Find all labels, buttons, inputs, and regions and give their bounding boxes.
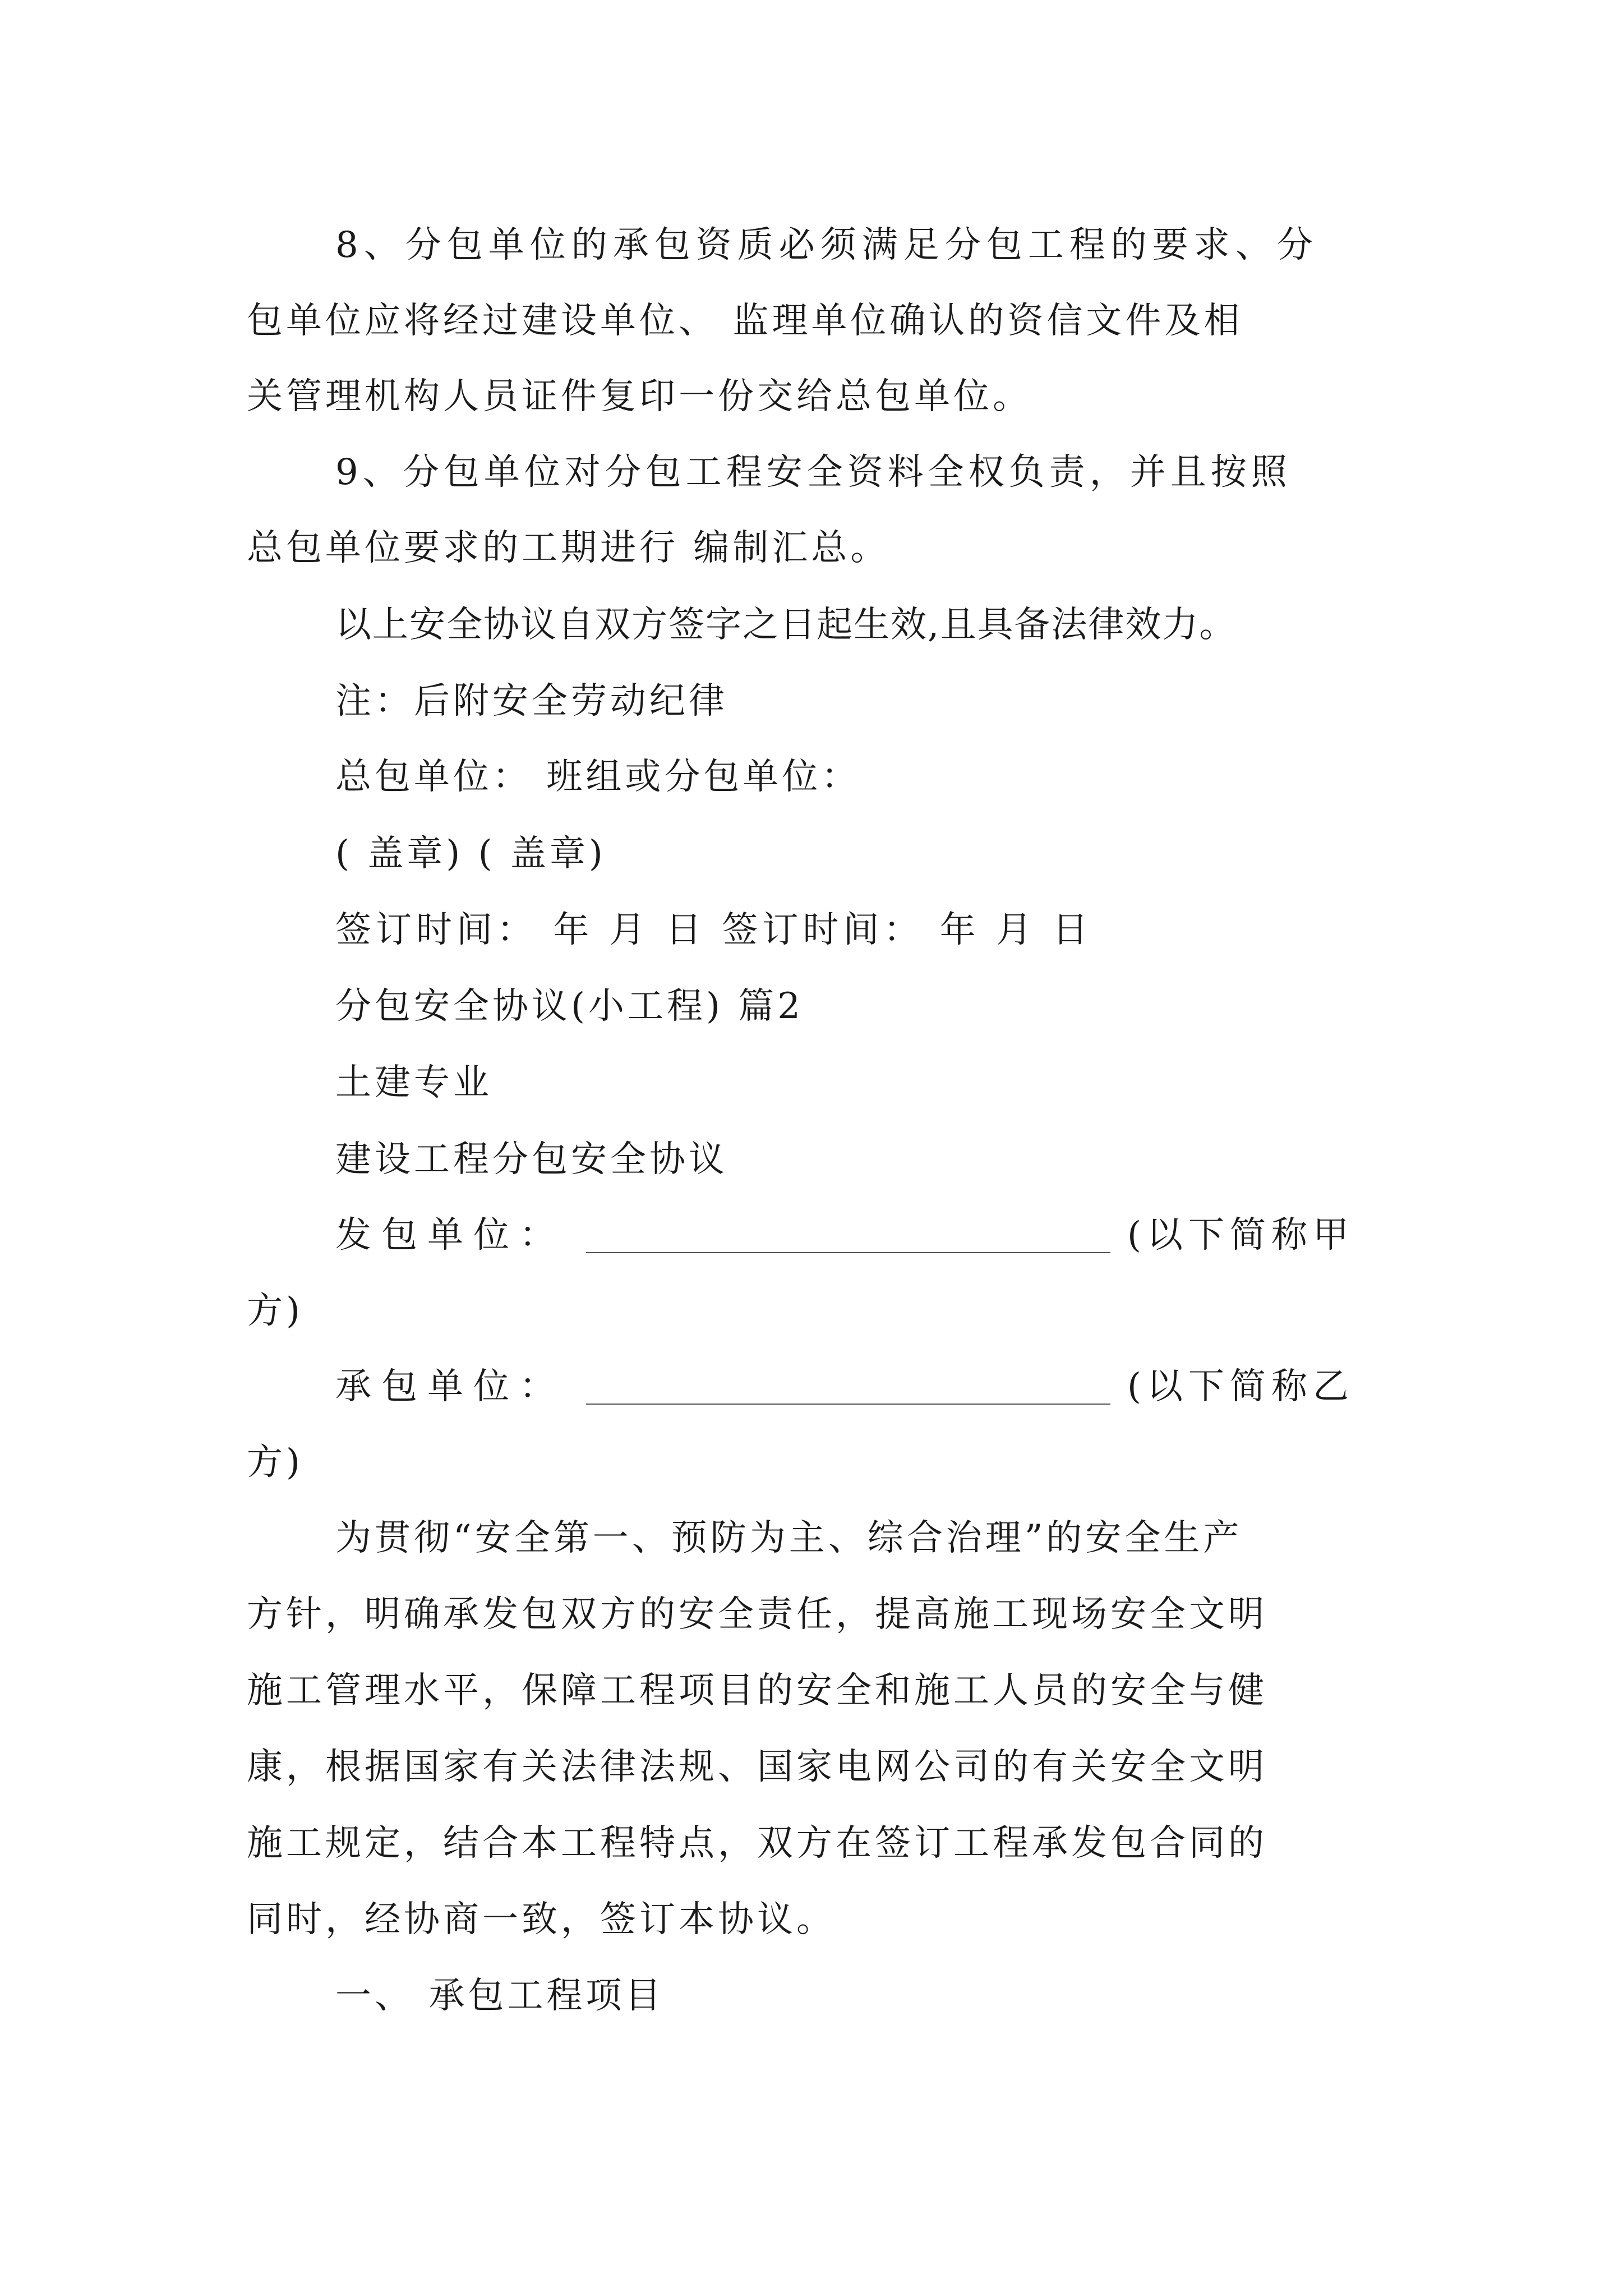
contractor-label: 承包单位： xyxy=(335,1366,565,1407)
employer-label: 发包单位： xyxy=(335,1214,565,1256)
section-title: 分包安全协议(小工程) 篇2 xyxy=(335,986,804,1027)
preamble-line-4: 康，根据国家有关法律法规、国家电网公司的有关安全文明 xyxy=(247,1746,1267,1788)
paragraph-9-line-1: 9、分包单位对分包工程安全资料全权负责，并且按照 xyxy=(335,452,1292,493)
employer-name-blank xyxy=(586,1252,1110,1253)
contractor-abbrev-cont: 方) xyxy=(247,1442,303,1483)
paragraph-8-line-2: 包单位应将经过建设单位、 监理单位确认的资信文件及相 xyxy=(247,300,1243,342)
attachment-note: 注：后附安全劳动纪律 xyxy=(335,680,728,722)
preamble-line-2: 方针，明确承发包双方的安全责任，提高施工现场安全文明 xyxy=(247,1594,1267,1635)
contractor-name-blank xyxy=(586,1404,1110,1405)
seal-labels: ( 盖章) ( 盖章) xyxy=(335,833,606,875)
preamble-line-6: 同时，经协商一致，签订本协议。 xyxy=(247,1899,836,1940)
paragraph-9-line-2: 总包单位要求的工期进行 编制汇总。 xyxy=(247,527,890,569)
agreement-title: 建设工程分包安全协议 xyxy=(335,1139,728,1180)
section-1-heading: 一、 承包工程项目 xyxy=(335,1975,665,2017)
preamble-line-5: 施工规定，结合本工程特点，双方在签订工程承发包合同的 xyxy=(247,1823,1267,1864)
employer-abbrev-cont: 方) xyxy=(247,1290,303,1332)
preamble-line-3: 施工管理水平，保障工程项目的安全和施工人员的安全与健 xyxy=(247,1670,1267,1711)
signature-parties: 总包单位： 班组或分包单位： xyxy=(335,756,861,798)
effective-clause: 以上安全协议自双方签字之日起生效,且具备法律效力。 xyxy=(335,604,1237,646)
paragraph-8-line-3: 关管理机构人员证件复印一份交给总包单位。 xyxy=(247,376,1032,417)
contractor-abbrev: (以下简称乙 xyxy=(1127,1366,1354,1407)
employer-abbrev: (以下简称甲 xyxy=(1127,1214,1354,1256)
preamble-line-1: 为贯彻“安全第一、预防为主、综合治理”的安全生产 xyxy=(335,1517,1243,1559)
signing-dates: 签订时间： 年 月 日 签订时间： 年 月 日 xyxy=(335,909,1093,951)
discipline-label: 土建专业 xyxy=(335,1062,492,1103)
paragraph-8-line-1: 8、分包单位的承包资质必须满足分包工程的要求、分 xyxy=(335,224,1318,266)
